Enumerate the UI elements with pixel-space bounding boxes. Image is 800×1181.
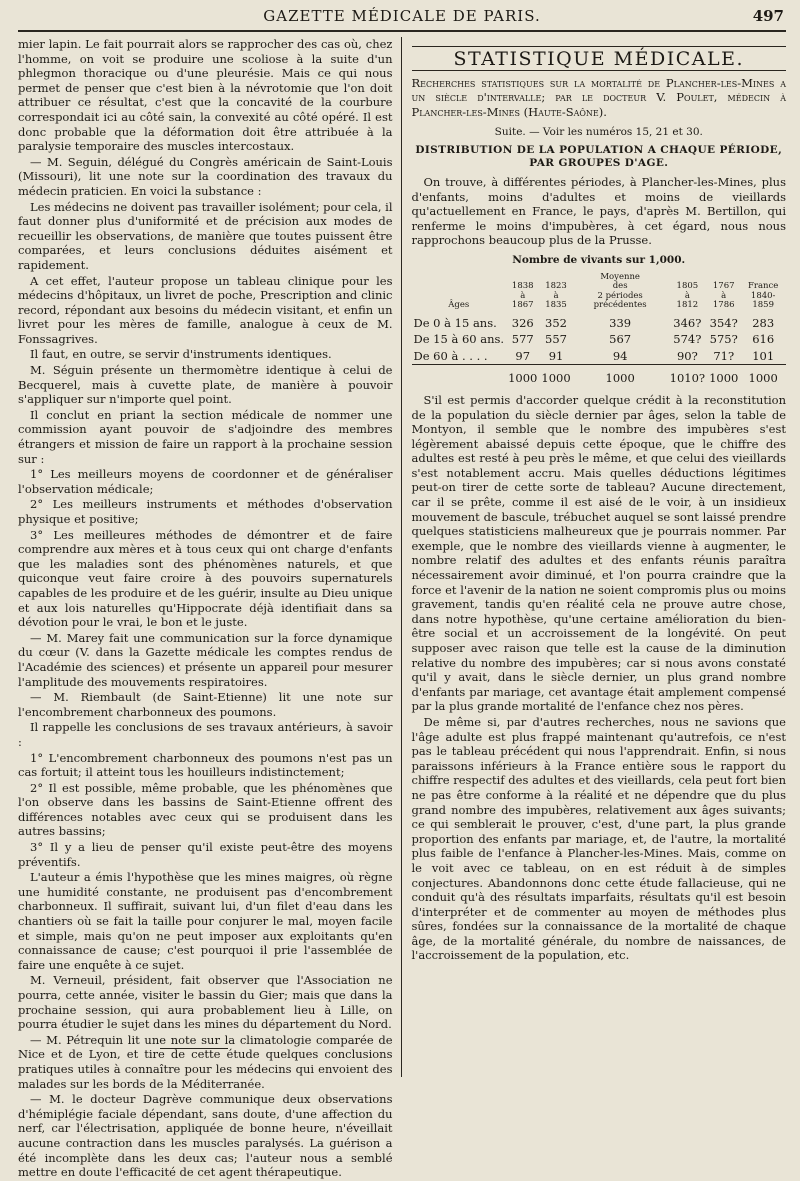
period-column-header: [740, 271, 786, 315]
period-column-header: [539, 271, 572, 315]
table-cell: 567: [609, 332, 632, 347]
table-cell: 616: [752, 332, 775, 347]
period-from: 1767: [712, 281, 735, 292]
period-to: 1840-1859: [750, 290, 776, 311]
intro-paragraph: On trouve, à différentes périodes, à Plancher-les-Mines, plus d'enfants, moins d'adultes et moins de vieillards qu'actuellement en France, le pays, d'après M. Bertillon, qui renferme le moins d'impubères, à cet égard, nous nous rapprochons beaucoup plus de la Prusse.: [411, 174, 786, 248]
period-column-header: [573, 271, 668, 315]
totals-label-cell: [412, 365, 507, 387]
period-from: 1805: [676, 281, 699, 292]
table-row: [412, 331, 787, 348]
left-paragraph: L'auteur a émis l'hypothèse que les mines maigres, où règne une humidité constante, ne produisent pas d'encombrement charbonneux. Il suffirait, suivant lui, d'un filet d'eau dans les chantiers où se fait la taille pour conjurer le mal, moyen facile et simple, mais qu'on ne peut imposer aux exploitants qu'en connaissance de cause; c'est pourquoi il prie l'assemblée de faire une enquête à ce sujet.: [18, 870, 393, 972]
page-number: 497: [752, 7, 784, 25]
period-sep: à: [520, 290, 526, 301]
period-column-header: [707, 271, 740, 315]
right-paragraph: S'il est permis d'accorder quelque crédit à la reconstitution de la population du siècle dernier par âges, selon la table de Montyon, il semble que le nombre des impubères s'est légèrement abaissé depuis cette époque, que le chiffre des adultes est resté à peu près le même, et que celui des vieillards s'est notablement accru. Mais quelles déductions légitimes peut-on tirer de cette sorte de tableau? Aucune directement, car il se prête, comme il est aisé de le voir, à un insidieux mouvement de bascule, trébuchet auquel se sont laissé prendre quelques statisticiens malheureux que je pourrais nommer. Par exemple, que le nombre des vieillards vienne à augmenter, le nombre relatif des adultes et des enfants réunis paraîtra nécessairement avoir diminué, et l'on pourra craindre que la force et l'avenir de la nation ne soient compromis plus ou moins gravement, tandis qu'en réalité cela ne prouve autre chose, dans notre hypothèse, qu'une certaine amélioration du bien-être social et un accroissement de la longévité. On peut supposer avec raison que telle est la cause de la diminution relative du nombre des impubères; car si nous avons constaté qu'il y avait, dans le siècle dernier, un plus grand nombre d'enfants par mariage, cet avantage était amplement compensé par la plus grande mortalité de l'enfance chez nos pères.: [411, 392, 786, 714]
table-row: [412, 315, 787, 332]
table-cell: 557: [545, 332, 567, 347]
table-cell: 71?: [713, 348, 735, 363]
total-cell: 1000: [573, 365, 668, 387]
table-cell: 94: [612, 348, 628, 363]
table-cell: 326: [511, 315, 534, 330]
left-paragraph: 1° L'encombrement charbonneux des poumons n'est pas un cas fortuit; il atteint tous les houilleurs indistinctement;: [18, 750, 393, 780]
right-paragraph: De même si, par d'autres recherches, nous ne savions que l'âge adulte est plus frappé maintenant qu'autrefois, ce n'est pas le tableau précédent qui nous l'apprendrait. Enfin, si nous paraissons inférieurs à la France entière sous le rapport du chiffre respectif des adultes et des vieillards, cela peut fort bien ne pas être conforme à la réalité et ne dépendre que du plus grand nombre des impubères, relativement aux âges suivants; ce qui semblerait le prouver, c'est, d'une part, la plus grande proportion des enfants par mariage, et, de l'autre, la mortalité plus faible de l'enfance à Plancher-les-Mines. Mais, comme on le voit avec ce tableau, on en est réduit à de simples conjectures. Abandonnons donc cette étude fallacieuse, qui ne conduit qu'à des résultats imparfaits, résultats qu'il est besoin d'interpréter et de commenter au moyen de méthodes plus sûres, fondées sur la connaissance de la mortalité de chaque âge, de la mortalité générale, du nombre de naissances, de l'accroissement de la population, etc.: [411, 714, 786, 963]
age-group-label: De 60 à . . . .: [413, 348, 488, 363]
left-paragraph: — M. Riembault (de Saint-Etienne) lit une note sur l'encombrement charbonneux des poumons.: [18, 690, 393, 719]
table-cell: 283: [752, 315, 775, 330]
table-cell: 575?: [709, 332, 738, 347]
period-sep: des: [612, 281, 628, 292]
left-paragraph: M. Séguin présente un thermomètre identique à celui de Becquerel, mais à cuvette plate, de manière à pouvoir s'appliquer sur n'importe quel point.: [18, 363, 393, 407]
left-column: [18, 37, 401, 1181]
section-title: STATISTIQUE MÉDICALE.: [412, 46, 787, 71]
table-cell: 574?: [673, 332, 702, 347]
period-to: 1812: [676, 300, 699, 311]
table-cell: 101: [752, 348, 775, 363]
table-cell: 354?: [709, 315, 738, 330]
running-title: GAZETTE MÉDICALE DE PARIS.: [263, 7, 541, 25]
left-paragraph: — M. Pétrequin lit une note sur la climatologie comparée de Nice et de Lyon, et tire de cette étude quelques conclusions pratiques utiles à connaître pour les médecins qui envoient des malades sur les bords de la Méditerranée.: [18, 1032, 393, 1091]
period-from: France: [748, 281, 779, 292]
left-paragraph: Les médecins ne doivent pas travailler isolément; pour cela, il faut donner plus d'uniformité et de précision aux modes de recueillir les observations, de manière que toutes puissent être comparées, et leurs conclusions déduites aisément et rapidement.: [18, 199, 393, 272]
left-paragraph: 1° Les meilleurs moyens de coordonner et de généraliser l'observation médicale;: [18, 467, 393, 496]
table-cell: 97: [515, 348, 531, 363]
age-group-label: De 0 à 15 ans.: [413, 315, 497, 330]
total-cell: 1000: [740, 365, 786, 387]
end-rule: [160, 1048, 228, 1049]
period-from: Moyenne: [600, 271, 640, 282]
period-to: 1786: [712, 300, 735, 311]
period-from: 1823: [545, 281, 567, 292]
left-paragraph: mier lapin. Le fait pourrait alors se rapprocher des cas où, chez l'homme, on voit se produire une scoliose à la suite d'un phlegmon thoracique ou d'une pleurésie. Mais ce qui nous permet de penser que c'est bien à la névrotomie que l'on doit attribuer ce résultat, c'est que la concavité de la courbure correspondait ici au côté sain, la convexité au côté opéré. Il est donc probable que la déformation doit être attribuée à la paralysie temporaire des muscles intercostaux.: [18, 37, 393, 154]
table-cell: 339: [609, 315, 632, 330]
left-paragraph: Il faut, en outre, se servir d'instruments identiques.: [30, 347, 332, 362]
suite-note: Suite. — Voir les numéros 15, 21 et 30.: [494, 126, 703, 139]
period-sep: à: [721, 290, 727, 301]
total-cell: 1010?: [668, 365, 707, 387]
period-sep: à: [553, 290, 559, 301]
distribution-title: DISTRIBUTION DE LA POPULATION A CHAQUE PÉRIODE, PAR GROUPES D'AGE.: [415, 143, 783, 169]
period-to: 1867: [511, 300, 534, 311]
period-column-header: [506, 271, 539, 315]
left-paragraph: — M. Marey fait une communication sur la force dynamique du cœur (V. dans la Gazette médicale les comptes rendus de l'Académie des sciences) et présente un appareil pour mesurer l'amplitude des mouvements respiratoires.: [18, 630, 393, 689]
period-to: 1835: [545, 300, 567, 311]
running-head: [18, 0, 786, 32]
table-cell: 352: [545, 315, 567, 330]
left-paragraph: 3° Les meilleures méthodes de démontrer et de faire comprendre aux mères et à tous ceux qui ont charge d'enfants que les maladies sont des phénomènes naturels, et que quiconque veut faire croire à des pouvoirs supernaturels capables de les produire et de les guérir, insulte au Dieu unique et aux lois naturelles qu'Hippocrate déjà identifiait dans sa dévotion pour le vrai, le bon et le juste.: [18, 527, 393, 630]
corner-label: Âges: [448, 300, 470, 311]
right-column: [402, 37, 787, 1181]
left-paragraph: — M. le docteur Dagrève communique deux observations d'hémiplégie faciale dépendant, sans doute, d'une affection du nerf, car l'électrisation, appliquée de bonne heure, n'éveillait aucune contraction dans les muscles paralysés. La guérison a été incomplète dans les deux cas; l'auteur nous a semblé mettre en doute l'efficacité de cet agent thérapeutique.: [18, 1092, 393, 1180]
table-cell: 346?: [673, 315, 702, 330]
totals-row: [412, 365, 787, 387]
table-row: [412, 348, 787, 365]
total-cell: 1000: [539, 365, 572, 387]
table-cell: 90?: [676, 348, 698, 363]
period-column-header: [668, 271, 707, 315]
left-paragraph: — M. Seguin, délégué du Congrès américain de Saint-Louis (Missouri), lit une note sur la coordination des travaux du médecin praticien. En voici la substance :: [18, 154, 393, 198]
left-paragraph: 3° Il y a lieu de penser qu'il existe peut-être des moyens préventifs.: [18, 840, 393, 869]
table-cell: 577: [511, 332, 534, 347]
article-heading: Recherches statistiques sur la mortalité de Plancher-les-Mines a un siècle d'intervalle; par le docteur V. Poulet, médecin à Plancher-les-Mines (Haute-Saône).: [411, 75, 786, 119]
period-from: 1838: [511, 281, 534, 292]
columns: [18, 37, 786, 1181]
left-paragraph: A cet effet, l'auteur propose un tableau clinique pour les médecins d'hôpitaux, un livret de poche, Prescription and clinic record, répondant aux besoins du médecin visitant, et enfin un livret pour les mères de famille, analogue à ceux de M. Fonssagrives.: [18, 273, 393, 346]
left-paragraph: M. Verneuil, président, fait observer que l'Association ne pourra, cette année, visiter le bassin du Gier; mais que dans la prochaine session, qui aura probablement lieu à Lille, on pourra étudier le sujet dans les mines du département du Nord.: [18, 973, 393, 1032]
period-sep: à: [684, 290, 690, 301]
right-paragraphs: [412, 393, 787, 963]
table-cell: 91: [548, 348, 564, 363]
total-cell: 1000: [506, 365, 539, 387]
period-to: 2 périodes précédentes: [593, 290, 647, 311]
left-paragraph: 2° Il est possible, même probable, que les phénomènes que l'on observe dans les bassins de Saint-Etienne offrent des différences notables avec ceux qui se produisent dans les autres bassins;: [18, 780, 393, 839]
age-group-label: De 15 à 60 ans.: [413, 332, 505, 347]
left-paragraph: Il conclut en priant la section médicale de nommer une commission ayant pouvoir de s'adjoindre des membres étrangers et mission de faire un rapport à la prochaine session sur :: [18, 407, 393, 466]
population-table: [412, 271, 787, 387]
table-caption: Nombre de vivants sur 1,000.: [512, 253, 686, 266]
left-paragraph: Il rappelle les conclusions de ses travaux antérieurs, à savoir :: [18, 720, 393, 749]
left-paragraph: 2° Les meilleurs instruments et méthodes d'observation physique et positive;: [18, 497, 393, 526]
total-cell: 1000: [707, 365, 740, 387]
